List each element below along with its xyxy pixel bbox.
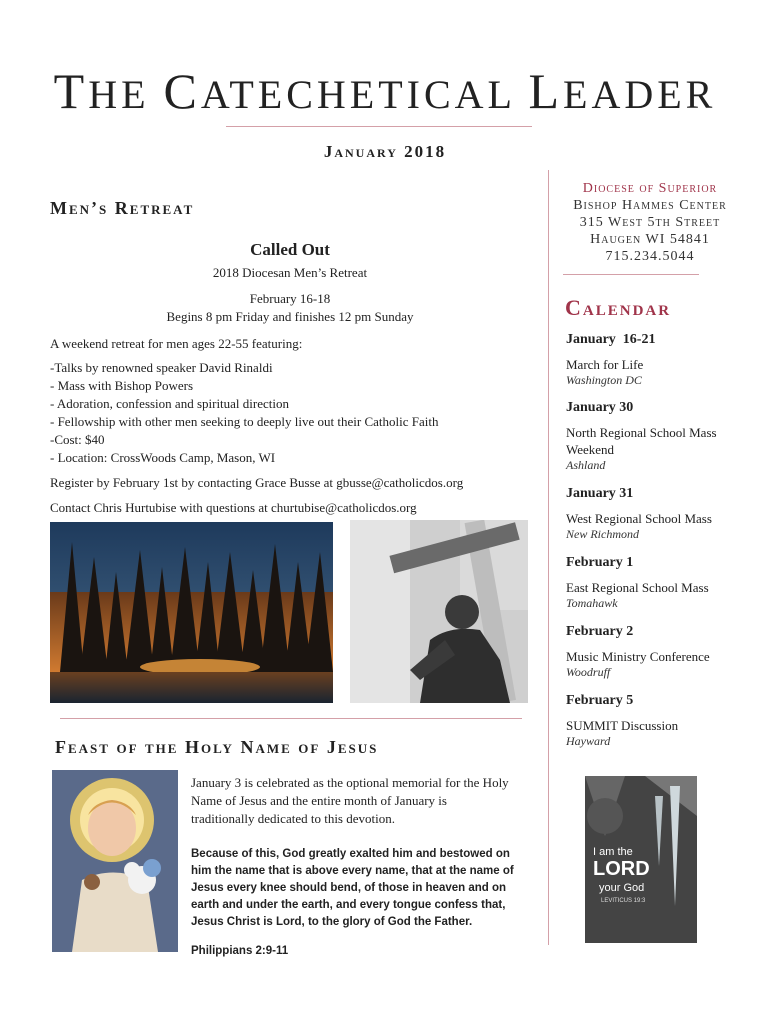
calendar-list (566, 332, 746, 753)
retreat-intro: A weekend retreat for men ages 22-55 featuring: (50, 336, 303, 351)
street-address: 315 West 5th Street (579, 215, 721, 230)
feast-heading: Feast of the Holy Name of Jesus (55, 737, 379, 757)
child-jesus-image (52, 770, 178, 952)
list-item: - Location: CrossWoods Camp, Mason, WI (50, 450, 276, 465)
city-address: Haugen WI 54841 (590, 232, 710, 247)
retreat-dates: February 16-18 (249, 291, 331, 306)
sidebar-divider (548, 170, 549, 945)
center-name: Bishop Hammes Center (573, 198, 727, 213)
phone-number: 715.234.5044 (605, 249, 695, 264)
diocese-address (555, 180, 745, 265)
list-item: - Adoration, confession and spiritual direction (50, 396, 290, 411)
retreat-features (50, 359, 520, 467)
calendar-entry: January 30 North Regional School Mass Weekend Ashland (566, 400, 717, 472)
list-item: -Talks by renowned speaker David Rinaldi (50, 360, 273, 375)
list-item: -Cost: $40 (50, 432, 105, 447)
retreat-times: Begins 8 pm Friday and finishes 12 pm Sunday (166, 309, 414, 324)
diocese-name: Diocese of Superior (582, 181, 718, 196)
issue-date: January 2018 (323, 142, 447, 161)
calendar-entry: February 5 SUMMIT Discussion Hayward (566, 693, 679, 748)
calendar-heading: Calendar (565, 295, 672, 320)
card-text-line1: I am the (593, 846, 633, 858)
retreat-name: 2018 Diocesan Men’s Retreat (212, 265, 368, 280)
register-info: Register by February 1st by contacting Grace Busse at gbusse@catholicdos.org (50, 475, 464, 490)
list-item: - Mass with Bishop Powers (50, 378, 194, 393)
list-item: - Fellowship with other men seeking to deeply live out their Catholic Faith (50, 414, 439, 429)
forest-camp-photo (50, 522, 333, 703)
calendar-entry: February 1 East Regional School Mass Tomahawk (566, 555, 709, 610)
feast-paragraph: January 3 is celebrated as the optional memorial for the Holy Name of Jesus and the entire month of January is traditionally dedicated to this devotion. (191, 775, 509, 826)
card-text-line2: LORD (593, 858, 650, 880)
card-text-line3: your God (599, 882, 645, 894)
scripture-citation: Philippians 2:9-11 (191, 945, 289, 957)
scripture-quote: Because of this, God greatly exalted him and bestowed on him the name that is above every name, that at the name of Jesus every knee should bend, of those in heaven and on earth and under the earth, and every tongue confess that, Jesus Christ is Lord, to the glory of God the Father. (191, 848, 514, 928)
contact-info: Contact Chris Hurtubise with questions at churtubise@catholicdos.org (50, 500, 417, 515)
newsletter-title: THE CATECHETICAL LEADER (53, 63, 717, 119)
calendar-entry: January 31 West Regional School Mass New Richmond (566, 486, 712, 541)
address-divider (563, 274, 699, 275)
card-text-line4: LEVITICUS 19:3 (601, 898, 646, 904)
section-divider (60, 718, 522, 719)
retreat-subtitle: Called Out (250, 240, 330, 259)
jesus-cross-statue-photo (350, 520, 528, 703)
scripture-card-image (585, 776, 697, 943)
title-divider (226, 126, 532, 127)
calendar-entry: January 16-21 March for Life Washington DC (566, 332, 656, 387)
calendar-entry: February 2 Music Ministry Conference Woodruff (566, 624, 710, 679)
retreat-heading: Men’s Retreat (50, 198, 195, 218)
